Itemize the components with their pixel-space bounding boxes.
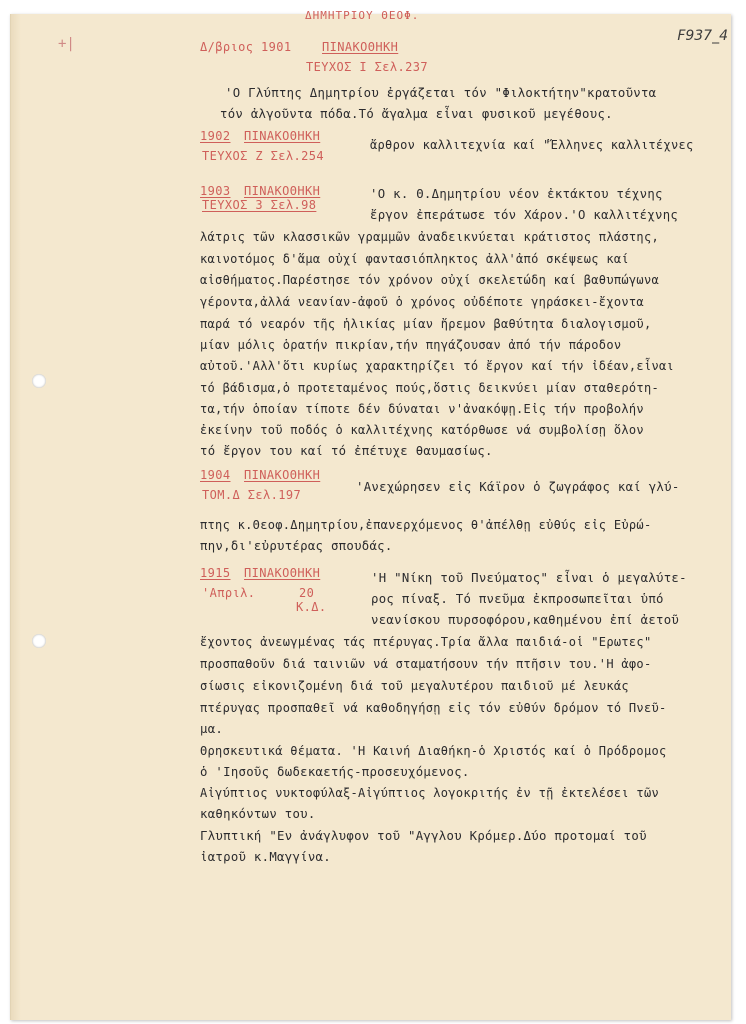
entry-1903-line: τό βάδισμα,ὁ προτεταμένος πούς,ὅστις δεικνύει μίαν σταθερότη-: [200, 381, 660, 395]
entry-1915-line: ἰατροῦ κ.Μαγγίνα.: [200, 850, 331, 864]
entry-1915-line: πτέρυγας προσπαθεῖ νά καθοδηγήσῃ εἰς τόν εὐθύν δρόμον τό Πνεῦ-: [200, 701, 667, 715]
entry-1902-date: 1902: [200, 129, 231, 143]
entry-1915-line: ρος πίναξ. Τό πνεῦμα ἐκπροσωπεῖται ὑπό: [371, 592, 664, 606]
punch-hole-upper: [32, 374, 46, 388]
entry-1903-line: ἐκείνην τοῦ ποδός ὁ καλλιτέχνης κατόρθωσε νά συμβολίσῃ ὅλον: [200, 423, 644, 437]
entry-1915-issue-number: 20: [299, 586, 315, 600]
entry-1915-line: Γλυπτική "Εν ἀνάγλυφον τοῦ "Αγγλου Κρόμερ.Δύο προτομαί τοῦ: [200, 829, 647, 843]
entry-1904-line: πην,δι'εὐρυτέρας σπουδάς.: [200, 539, 393, 553]
entry-1915-line: νεανίσκου πυρσοφόρου,καθημένου ἐπί ἀετοῦ: [371, 613, 680, 627]
paper-edge: [11, 14, 21, 1020]
entry-1902-issue: ΤΕΥΧΟΣ Ζ Σελ.254: [202, 149, 324, 163]
entry-1903-line: αὐτοῦ.'Αλλ'ὅτι κυρίως χαρακτηρίζει τό ἔργον καί τήν ἰδέαν,εἶναι: [200, 359, 675, 373]
entry-1903-date: 1903: [200, 184, 231, 198]
entry-1915-line: ἔχοντος ἀνεωγμένας τάς πτέρυγας.Τρία ἄλλα παιδιά-οἱ "Ερωτες": [200, 635, 652, 649]
entry-1915-line: προσπαθοῦν διά ταινιῶν νά σταματήσουν τήν πτῆσιν του.'Η ἀφο-: [200, 657, 652, 671]
entry-1915-journal: ΠΙΝΑΚΟΘΗΚΗ: [244, 566, 321, 580]
entry-1901-line: τόν ἀλγοῦντα πόδα.Τό ἄγαλμα εἶναι φυσικοῦ μεγέθους.: [220, 107, 613, 121]
entry-1902-line: ἄρθρον καλλιτεχνία καί "Ἕλληνες καλλιτέχνες: [370, 138, 694, 152]
entry-1903-issue: ΤΕΥΧΟΣ 3 Σελ.98: [202, 198, 317, 212]
reference-number: F937_4: [677, 28, 728, 44]
punch-hole-lower: [32, 634, 46, 648]
entry-1903-line: λάτρις τῶν κλασσικῶν γραμμῶν ἀναδεικνύεται κράτιστος πλάστης,: [200, 230, 660, 244]
entry-1904-line: 'Ανεχώρησεν εἰς Κάϊρον ὁ ζωγράφος καί γλύ-: [356, 480, 680, 494]
entry-1901-date: Δ/βριος 1901: [200, 40, 292, 54]
entry-1903-line: παρά τό νεαρόν τῆς ἡλικίας μίαν ἤρεμον βαθύτητα διαλογισμοῦ,: [200, 317, 652, 331]
entry-1901-line: 'Ο Γλύπτης Δημητρίου ἐργάζεται τόν "Φιλοκτήτην"κρατοῦντα: [225, 86, 657, 100]
entry-1915-issue-volume: Κ.Δ.: [296, 600, 327, 614]
typewritten-page: [10, 9, 731, 1020]
entry-1901-journal: ΠΙΝΑΚΟΘΗΚΗ: [322, 40, 399, 54]
entry-1902-journal: ΠΙΝΑΚΟΘΗΚΗ: [244, 129, 321, 143]
entry-1903-line: καινοτόμος δ'ἅμα οὐχί φαντασιόπληκτος ἀλλ'ἀπό σκέψεως καί: [200, 252, 629, 266]
entry-1903-line: μίαν μόλις ὁρατήν πικρίαν,τήν πηγάζουσαν ἀπό τήν πάροδον: [200, 338, 622, 352]
entry-1903-line: τα,τήν ὁποίαν τίποτε δέν δύναται ν'ἀνακόψῃ.Εἰς τήν προβολήν: [200, 402, 644, 416]
entry-1915-line: σίωσις εἰκονιζομένη διά τοῦ μεγαλυτέρου παιδιοῦ μέ λευκάς: [200, 679, 629, 693]
entry-1915-line: Αἰγύπτιος νυκτοφύλαξ-Αἰγύπτιος λογοκριτής ἐν τῇ ἐκτελέσει τῶν: [200, 786, 660, 800]
entry-1901-issue: ΤΕΥΧΟΣ Ι Σελ.237: [306, 60, 428, 74]
entry-1915-line: μα.: [200, 722, 224, 736]
corner-mark: +|: [58, 36, 75, 52]
entry-1915-line: 'Η "Νίκη τοῦ Πνεύματος" εἶναι ὁ μεγαλύτε-: [371, 571, 687, 585]
entry-1903-line: 'Ο κ. Θ.Δημητρίου νέον ἐκτάκτου τέχνης: [370, 187, 663, 201]
entry-1903-line: τό ἔργον του καί τό ἐπέτυχε θαυμασίως.: [200, 444, 493, 458]
entry-1915-date: 1915: [200, 566, 231, 580]
entry-1903-line: γέροντα,ἀλλά νεανίαν-ἀφοῦ ὁ χρόνος οὐδέποτε γηράσκει-ἔχοντα: [200, 295, 644, 309]
entry-1904-line: πτης κ.Θεοφ.Δημητρίου,ἐπανερχόμενος θ'ἀπέλθῃ εὐθύς εἰς Εὐρώ-: [200, 518, 652, 532]
entry-1915-line: ὁ 'Ιησοῦς δωδεκαετής-προσευχόμενος.: [200, 765, 470, 779]
entry-1903-line: αἰσθήματος.Παρέστησε τόν χρόνον οὐχί σκελετώδη καί βαθυπώγωνα: [200, 273, 660, 287]
entry-1915-line: Θρησκευτικά θέματα. 'Η Καινή Διαθήκη-ὁ Χριστός καί ὁ Πρόδρομος: [200, 744, 667, 758]
entry-1915-issue: 'Απριλ.: [202, 586, 256, 600]
entry-1904-issue: ΤΟΜ.Δ Σελ.197: [202, 488, 302, 502]
entry-1915-line: καθηκόντων του.: [200, 807, 316, 821]
entry-1903-journal: ΠΙΝΑΚΟΘΗΚΗ: [244, 184, 321, 198]
entry-1904-journal: ΠΙΝΑΚΟΘΗΚΗ: [244, 468, 321, 482]
entry-1903-line: ἔργον ἐπεράτωσε τόν Χάρον.'Ο καλλιτέχνης: [370, 208, 679, 222]
entry-1904-date: 1904: [200, 468, 231, 482]
cut-off-title: ΔΗΜΗΤΡΙΟΥ ΘΕΟΦ.: [305, 9, 420, 22]
